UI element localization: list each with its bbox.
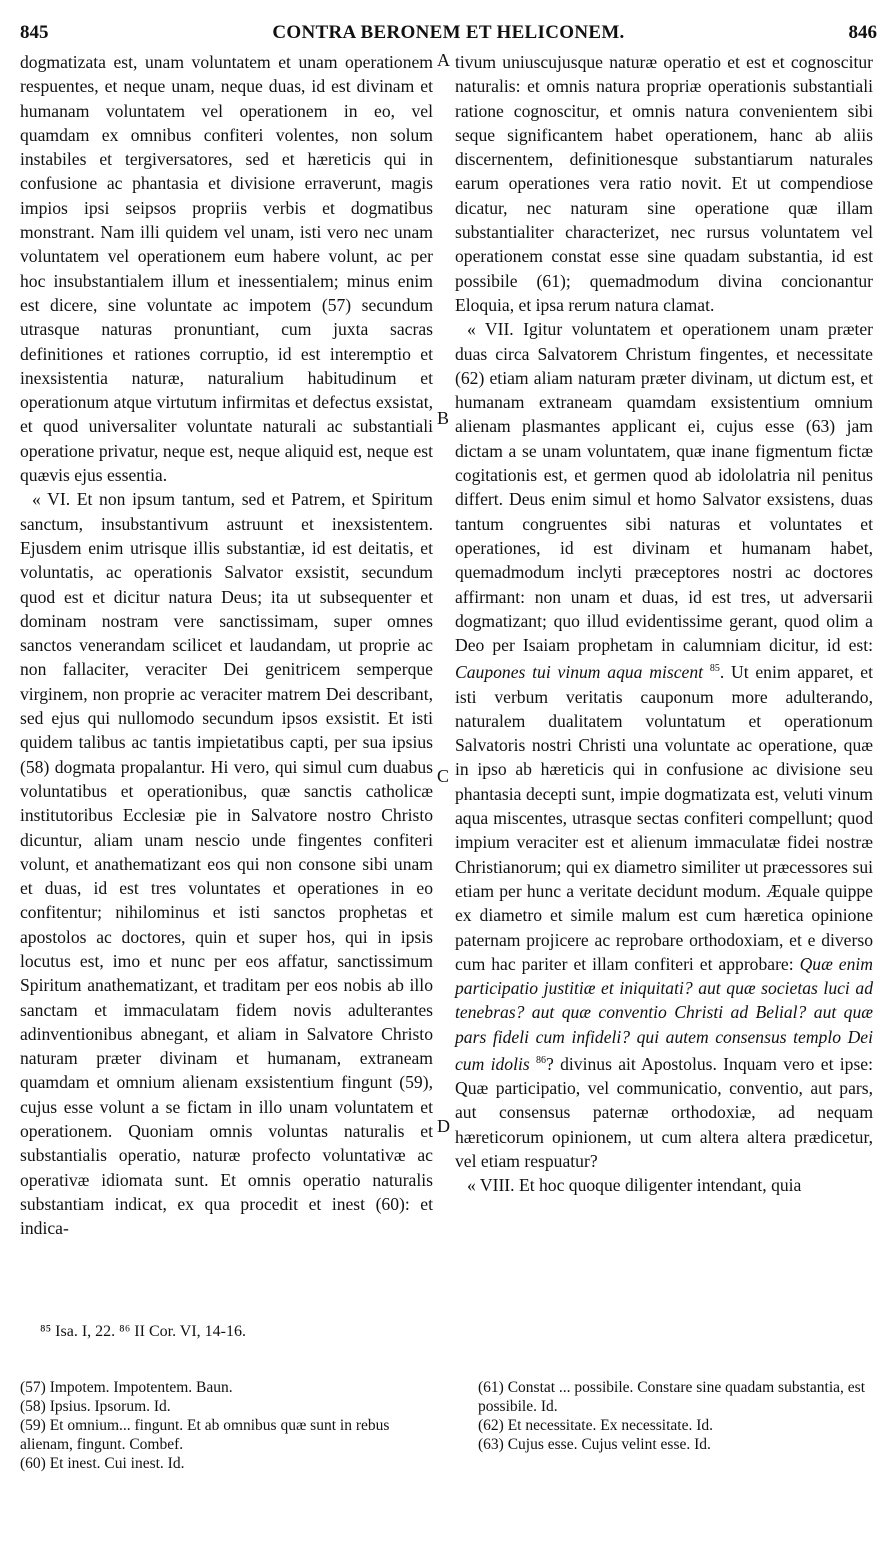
margin-marker-a: A <box>437 50 450 70</box>
scripture-quote: Caupones tui vinum aqua miscent <box>455 662 704 683</box>
footnote: (62) Et necessitate. Ex necessitate. Id. <box>478 1417 713 1434</box>
footnote: (58) Ipsius. Ipsorum. Id. <box>20 1398 171 1415</box>
footnote: (60) Et inest. Cui inest. Id. <box>20 1455 185 1472</box>
right-paragraph <box>455 317 873 1173</box>
left-paragraph: dogmatizata est, unam voluntatem et unam operationem respuentes, et neque unam, neque duas, id est divinam et humanam voluntatem vel operationem in eo, vel quamdam ex omnibus confiteri volentes, non solum instabiles et tergiversatores, sed et hæreticis qui in confusione ac phantasia et divisione erraverunt, magis impios ipsi seipsos propriis verbis et dogmatibus monstrant. Nam illi quidem vel unam, isti vero nec unam voluntatem vel operationem eum habere volunt, ac per hoc insubstantialem illum et inessentialem; minus enim est dicere, sine voluntate ac impotem (57) secundum utrasque naturas pronuntiant, cum juxta sacras definitiones et rationes corruptio, id est interemptio et inexsistentia naturæ, naturalium habitudinum et operationum atque virtutum infirmitas et defectus exsistat, et quod universaliter voluntate naturali ac substantiali operatione privatur, neque est, neque aliquid est, neque est quævis ejus essentia. <box>20 52 433 486</box>
footnote: (57) Impotem. Impotentem. Baun. <box>20 1379 233 1396</box>
footnote: (61) Constat ... possibile. Constare sine quadam substantia, est possibile. Id. <box>478 1379 866 1415</box>
page-number-right: 846 <box>848 22 877 43</box>
page-number-left: 845 <box>20 22 49 43</box>
left-column <box>20 50 433 1241</box>
right-paragraph: tivum uniuscujusque naturæ operatio et est et cognoscitur naturalis: et omnis natura propriæ operationis substantiali ratione cognoscitur, et omnis natura convenientem sibi seque significantem habet operationem, hanc ab aliis discernentem, definitionesque substantiarum naturales earum operationes vera ratio novit. Et ut compendiose dicatur, nec naturam sine operatione quæ illam substantialiter characterizet, nec rursus voluntatem vel operationem constat esse sine quadam substantia, id est possibile (61); quemadmodum divina concionantur Eloquia, et ipsa rerum natura clamat. <box>455 52 873 315</box>
scripture-ref-85: 85 <box>709 663 720 675</box>
footnotes-left <box>20 1378 440 1473</box>
scripture-quote: Quæ enim participatio justitiæ et iniquitati? aut quæ societas luci ad tenebras? aut quæ conventio Christi ad Belial? aut quæ pars fideli cum infideli? qui autem consensus templo Dei cum idolis <box>455 953 873 1074</box>
scripture-notes: ⁸⁵ Isa. I, 22. ⁸⁶ II Cor. VI, 14-16. <box>40 1323 246 1340</box>
margin-marker-c: C <box>437 766 450 786</box>
footnote: (63) Cujus esse. Cujus velint esse. Id. <box>478 1436 711 1453</box>
margin-marker-d: D <box>437 1116 450 1136</box>
right-text: « VII. Igitur voluntatem et operationem unam præter duas circa Salvatorem Christum fingentes, et necessitate (62) etiam aliam naturam præter divinam, ut dictum est, et humanam extraneam quamdam exsistentium omnium alienam plasmantes applicant ei, cujus esse (63) jam dictam a se unam voluntatem, quæ inane figmentum fictæ cogitationis est, et germen quod ab idololatria nil penitus differt. Deus enim simul et homo Salvator exsistens, duas tantum congruentes sibi naturas et voluntates et operationes, id est divinam et humanam habet, quemadmodum inclyti præceptores nostri ac doctores affirmant: non unam et duas, id est tres, ut adversarii dogmatizant; quo illud evidentissime gerant, quod olim a Deo per Isaiam prophetam in calumniam dicitur, id est: <box>455 319 873 656</box>
scripture-ref-86: 86 <box>536 1055 547 1067</box>
footnotes-right <box>478 1378 878 1454</box>
margin-marker-b: B <box>437 408 450 428</box>
right-text: ? divinus ait Apostolus. Inquam vero et ipse: Quæ participatio, vel communicatio, conventio, aut pars, aut consensus paternæ orthodoxiæ, ad nequam hæreticorum opinionem, ut cum altera altera prædicetur, vel etiam respuatur? <box>455 1053 873 1172</box>
footnote: (59) Et omnium... fingunt. Et ab omnibus quæ sunt in rebus alienam, fingunt. Combef. <box>20 1417 390 1453</box>
right-column <box>455 50 873 1198</box>
right-text: . Ut enim apparet, et isti verbum veritatis cauponum more adulterando, naturalem dualitatem voluntatum et operationum Salvatoris nostri Christi una voluntate ac operatione, quæ in ipso ab hæreticis qui in confusione ac divisione seu phantasia decepti sunt, impie dogmatizata est, veluti vinum aqua miscentes, utrasque sectas confiteri compellunt; quod impium veraciter est et alienum immaculatæ fidei nostræ Christianorum; qui ex diametro similiter ut præcessores sui etiam per hunc a veritate decidunt modum. Æquale quippe ex diametro et simile malum est cum hæretica opinione paternam projicere ac reprobare orthodoxiam, et e diverso cum hac pariter et illam confiteri et approbare: <box>455 662 873 974</box>
right-paragraph: « VIII. Et hoc quoque diligenter intendant, quia <box>467 1175 802 1196</box>
left-paragraph: « VI. Et non ipsum tantum, sed et Patrem, et Spiritum sanctum, insubstantivum astruunt et inexsistentem. Ejusdem enim utrisque illis substantiæ, id est deitatis, et voluntatis, ac operationis Salvator exsistit, secundum quod est et dicitur natura Deus; ita ut subsequenter et dominam nostram vere sanctissimam, super omnes sanctos venerandam scilicet et laudandam, ut proprie ac non fallaciter, veraciter Dei genitricem semperque virginem, non proprie ac veraciter matrem Dei describant, sed ejus qui nullomodo secundum ipsos exsistit. Et isti quidem talibus ac tantis impietatibus capti, per sua ipsius (58) dogmata propalantur. Hi vero, qui simul cum duabus voluntatibus et operationibus, quæ sanctis catholicæ institutoribus Ecclesiæ pie in Salvatore nostro Christo dicuntur, aliam unam nescio unde fingentes confiteri volunt, et anathematizant eos qui non consone sibi unam et duas, id est tres voluntates et operationes in eo confitentur; nihilominus et isti sanctos prophetas et apostolos ac doctores, quin et super hos, qui in ipsis locutus est, imo et nunc per eos affatur, sanctissimum Spiritum anathematizant, et traditam per eos nobis ab illo sanctam et immaculatam fidem novis adulterantes adinventionibus abnegant, et aliam in Salvatore Christo naturam præter divinam et humanam, extraneam quamdam et omnium alienam exsistentium fingunt (59), cujus esse volunt a se fictam in illo unam voluntatem et operationem. Quoniam omnis voluntas naturalis et substantialis operatio, naturæ profecto voluntativæ ac operativæ idiomata sunt. Et omnis operatio naturalis substantiam indicat, ex qua procedit et inest (60): et indica- <box>20 489 433 1239</box>
running-title: CONTRA BERONEM ET HELICONEM. <box>272 22 625 43</box>
running-header <box>20 22 877 46</box>
